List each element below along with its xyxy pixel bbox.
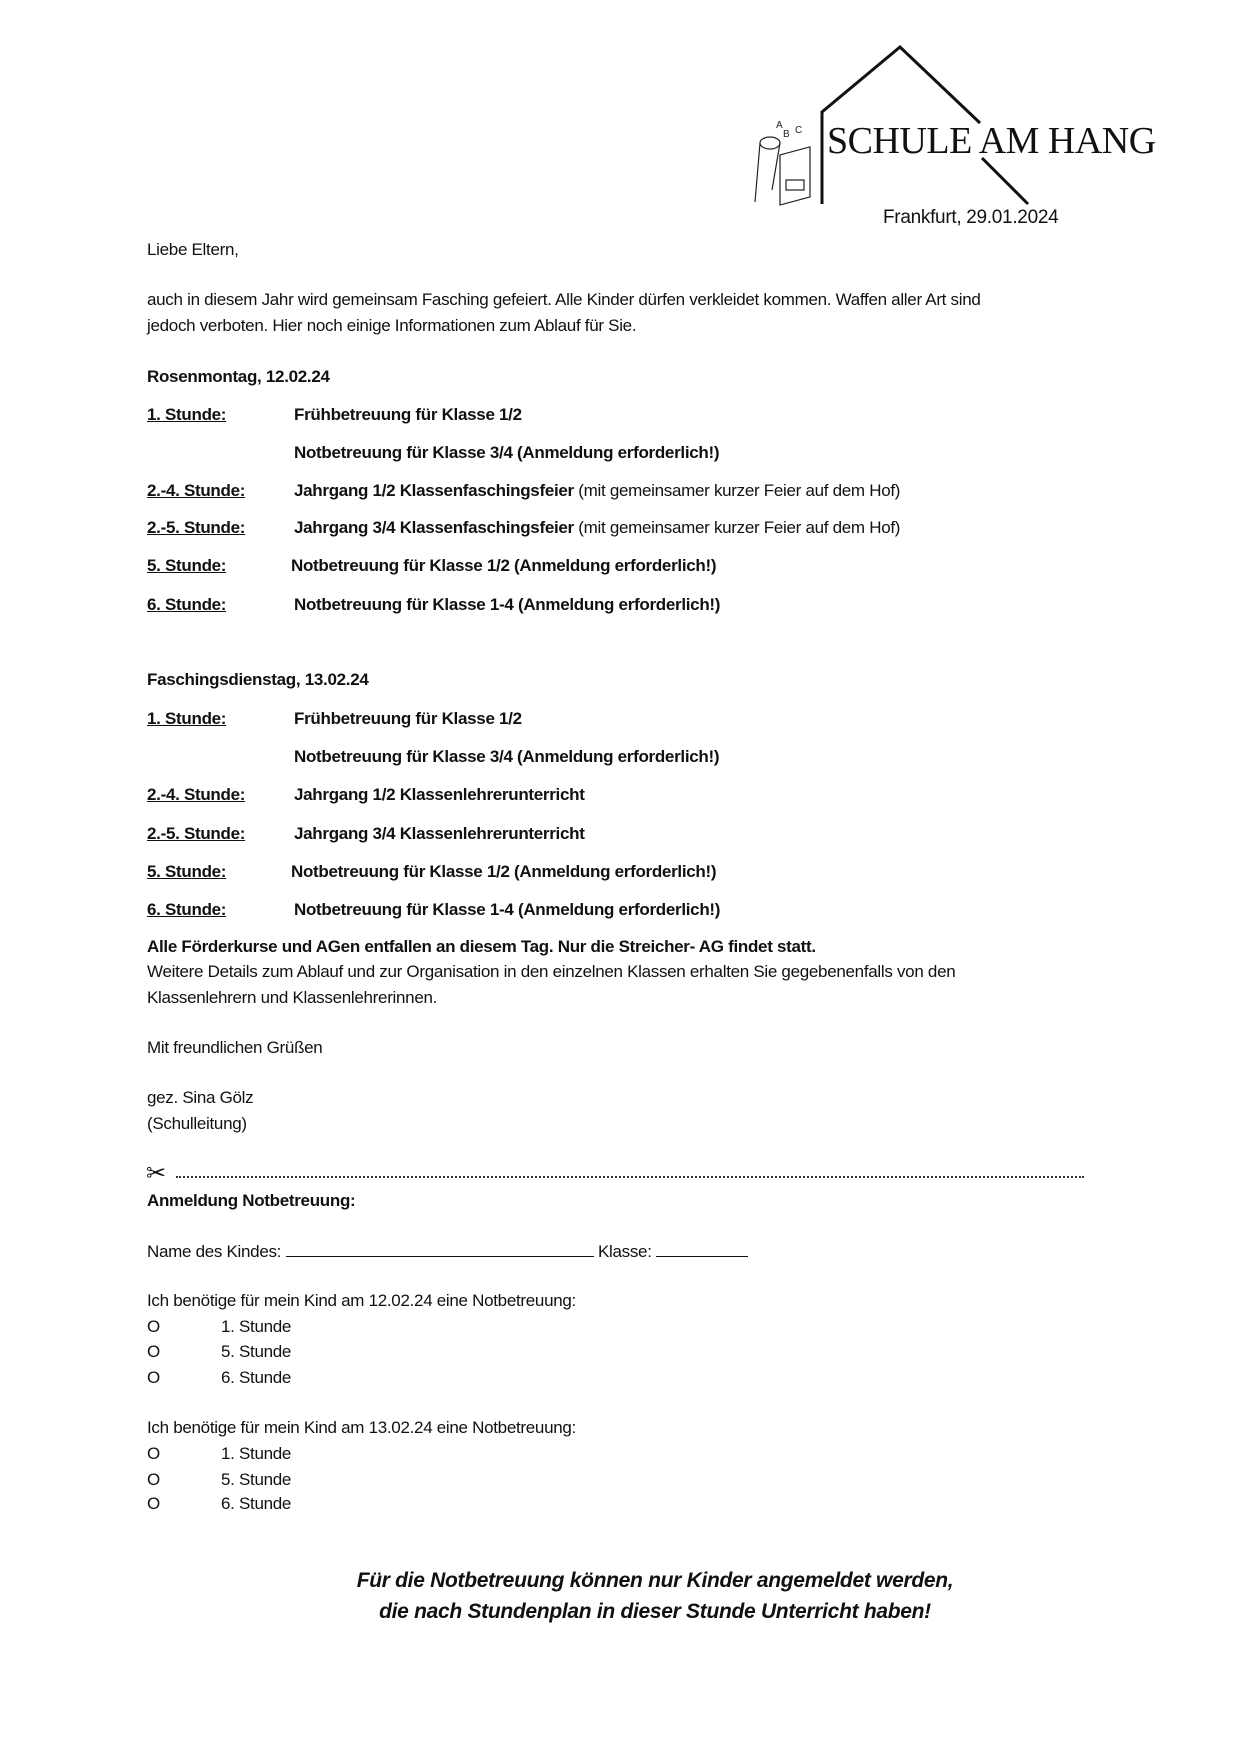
cut-line [176, 1176, 1084, 1178]
name-label: Name des Kindes: [147, 1242, 282, 1261]
schedule-entry [294, 480, 900, 502]
entry-bold: Jahrgang 3/4 Klassenlehrerunterricht [294, 824, 585, 843]
svg-text:A: A [776, 120, 783, 131]
place-date: Frankfurt, 29.01.2024 [883, 207, 1059, 228]
schedule-entry [294, 517, 900, 539]
schedule-entry [294, 442, 719, 464]
entry-bold: Notbetreuung für Klasse 1-4 (Anmeldung erforderlich!) [294, 900, 721, 919]
schedule-entry [294, 899, 720, 921]
note-line: Klassenlehrern und Klassenlehrerinnen. [147, 988, 438, 1007]
signature-role: (Schulleitung) [147, 1114, 247, 1133]
svg-text:SCHULE AM HANG: SCHULE AM HANG [827, 120, 1156, 162]
note-bold: Alle Förderkurse und AGen entfallen an diesem Tag. Nur die Streicher- AG findet statt. [147, 937, 816, 956]
day-title: Faschingsdienstag, 13.02.24 [147, 670, 369, 689]
schedule-hour: 6. Stunde: [147, 900, 227, 919]
schedule-hour: 2.-4. Stunde: [147, 785, 246, 804]
day-title: Rosenmontag, 12.02.24 [147, 367, 330, 386]
schedule-entry [294, 404, 522, 426]
entry-bold: Notbetreuung für Klasse 3/4 (Anmeldung erforderlich!) [294, 747, 720, 766]
greeting: Liebe Eltern, [147, 240, 239, 259]
scissors-icon: ✂ [146, 1160, 166, 1187]
entry-bold: Notbetreuung für Klasse 1-4 (Anmeldung erforderlich!) [294, 595, 721, 614]
schedule-entry [294, 784, 585, 806]
entry-note: (mit gemeinsamer kurzer Feier auf dem Hof) [573, 481, 901, 500]
entry-bold: Frühbetreuung für Klasse 1/2 [294, 709, 522, 728]
option-label: 6. Stunde [221, 1494, 292, 1513]
entry-note: (mit gemeinsamer kurzer Feier auf dem Hof) [573, 518, 901, 537]
name-row [147, 1240, 748, 1263]
school-supplies-icon [755, 137, 810, 205]
entry-bold: Jahrgang 1/2 Klassenfaschingsfeier [294, 481, 574, 500]
footer-note: die nach Stundenplan in dieser Stunde Unterricht haben! [379, 1600, 931, 1623]
form-question: Ich benötige für mein Kind am 13.02.24 eine Notbetreuung: [147, 1418, 576, 1437]
schedule-entry [294, 708, 522, 730]
entry-bold: Notbetreuung für Klasse 1/2 (Anmeldung erforderlich!) [291, 862, 717, 881]
schedule-hour: 1. Stunde: [147, 405, 227, 424]
svg-text:C: C [795, 125, 802, 136]
schedule-hour: 2.-5. Stunde: [147, 824, 246, 843]
option-checkbox[interactable]: O [147, 1470, 160, 1489]
schedule-entry [291, 555, 716, 577]
schedule-entry [294, 746, 719, 768]
footer-note: Für die Notbetreuung können nur Kinder angemeldet werden, [356, 1569, 954, 1592]
form-title: Anmeldung Notbetreuung: [147, 1191, 356, 1210]
class-field[interactable] [656, 1240, 748, 1257]
schedule-entry [291, 861, 716, 883]
option-checkbox[interactable]: O [147, 1342, 160, 1361]
schedule-hour: 1. Stunde: [147, 709, 227, 728]
option-checkbox[interactable]: O [147, 1368, 160, 1387]
intro-line: jedoch verboten. Hier noch einige Informationen zum Ablauf für Sie. [147, 316, 637, 335]
entry-bold: Notbetreuung für Klasse 1/2 (Anmeldung erforderlich!) [291, 556, 717, 575]
name-field[interactable] [286, 1240, 594, 1257]
svg-text:B: B [783, 129, 790, 140]
form-question: Ich benötige für mein Kind am 12.02.24 eine Notbetreuung: [147, 1291, 576, 1310]
closing: Mit freundlichen Grüßen [147, 1038, 323, 1057]
intro-line: auch in diesem Jahr wird gemeinsam Fasching gefeiert. Alle Kinder dürfen verkleidet kommen. Waffen aller Art sind [147, 290, 981, 309]
signature-name: gez. Sina Gölz [147, 1088, 254, 1107]
option-label: 5. Stunde [221, 1470, 292, 1489]
entry-bold: Notbetreuung für Klasse 3/4 (Anmeldung erforderlich!) [294, 443, 720, 462]
option-checkbox[interactable]: O [147, 1444, 160, 1463]
schedule-hour: 2.-4. Stunde: [147, 481, 246, 500]
schedule-entry [294, 823, 585, 845]
entry-bold: Frühbetreuung für Klasse 1/2 [294, 405, 522, 424]
option-label: 6. Stunde [221, 1368, 292, 1387]
schedule-hour: 5. Stunde: [147, 556, 227, 575]
schedule-entry [294, 594, 720, 616]
option-label: 1. Stunde [221, 1317, 292, 1336]
class-label: Klasse: [597, 1242, 652, 1261]
schedule-hour: 2.-5. Stunde: [147, 518, 246, 537]
schedule-hour: 6. Stunde: [147, 595, 227, 614]
option-label: 1. Stunde [221, 1444, 292, 1463]
option-label: 5. Stunde [221, 1342, 292, 1361]
note-line: Weitere Details zum Ablauf und zur Organisation in den einzelnen Klassen erhalten Sie gegebenenfalls von den [147, 962, 956, 981]
school-logo [750, 40, 1170, 215]
option-checkbox[interactable]: O [147, 1494, 160, 1513]
entry-bold: Jahrgang 3/4 Klassenfaschingsfeier [294, 518, 574, 537]
entry-bold: Jahrgang 1/2 Klassenlehrerunterricht [294, 785, 585, 804]
option-checkbox[interactable]: O [147, 1317, 160, 1336]
schedule-hour: 5. Stunde: [147, 862, 227, 881]
